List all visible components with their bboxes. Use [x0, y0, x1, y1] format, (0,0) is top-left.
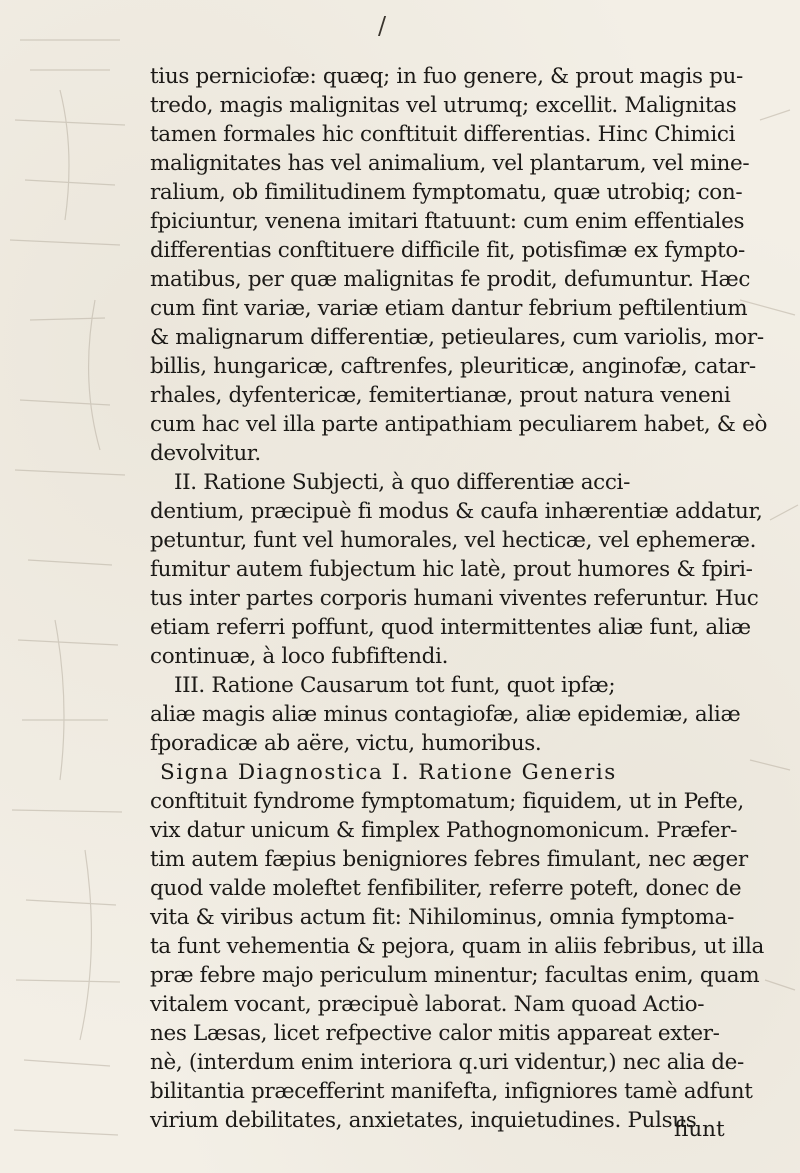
text-line: tredo, magis malignitas vel utrumq; excellit. Malignitas: [150, 93, 737, 118]
section-heading-signa-diagnostica: Signa Diagnostica I. Ratione Generis: [160, 760, 617, 785]
text-line: ta funt vehementia & pejora, quam in aliis febribus, ut illa: [150, 934, 765, 959]
catchword: fiunt: [674, 1117, 725, 1142]
text-line: vitalem vocant, præcipuè laborat. Nam quoad Actio-: [150, 992, 705, 1017]
text-line: rhales, dyfentericæ, femitertianæ, prout natura veneni: [150, 383, 731, 408]
text-line: matibus, per quæ malignitas fe prodit, defumuntur. Hæc: [150, 267, 751, 292]
text-line: fporadicæ ab aëre, victu, humoribus.: [150, 731, 542, 756]
text-line: nes Læsas, licet refpective calor mitis appareat exter-: [150, 1021, 720, 1046]
text-line: cum hac vel illa parte antipathiam peculiarem habet, & eò: [150, 412, 768, 437]
page-mark: /: [378, 12, 387, 40]
text-line: aliæ magis aliæ minus contagiofæ, aliæ epidemiæ, aliæ: [150, 702, 741, 727]
text-line: quod valde moleftet fenfibiliter, referre poteft, donec de: [150, 876, 742, 901]
text-line: tius perniciofæ: quæq; in fuo genere, & prout magis pu-: [150, 64, 743, 89]
text-line: etiam referri poffunt, quod intermittentes aliæ funt, aliæ: [150, 615, 751, 640]
text-line: dentium, præcipuè fi modus & caufa inhærentiæ addatur,: [150, 499, 763, 524]
text-line: virium debilitates, anxietates, inquietudines. Pulsus: [150, 1108, 697, 1133]
text-line: tus inter partes corporis humani viventes referuntur. Huc: [150, 586, 759, 611]
text-line: nè, (interdum enim interiora q.uri videntur,) nec alia de-: [150, 1050, 744, 1075]
text-line: malignitates has vel animalium, vel plantarum, vel mine-: [150, 151, 750, 176]
text-line: vita & viribus actum fit: Nihilominus, omnia fymptoma-: [150, 905, 735, 930]
section-heading-causarum: III. Ratione Causarum tot funt, quot ipfæ;: [174, 673, 616, 698]
text-line: ralium, ob fimilitudinem fymptomatu, quæ utrobiq; con-: [150, 180, 743, 205]
text-line: differentias conftituere difficile fit, potisfimæ ex fympto-: [150, 238, 745, 263]
text-line: billis, hungaricæ, caftrenfes, pleuriticæ, anginofæ, catar-: [150, 354, 756, 379]
text-line: fpiciuntur, venena imitari ftatuunt: cum enim effentiales: [150, 209, 745, 234]
text-line: fumitur autem fubjectum hic latè, prout humores & fpiri-: [150, 557, 753, 582]
text-line: cum fint variæ, variæ etiam dantur febrium peftilentium: [150, 296, 748, 321]
text-line: conftituit fyndrome fymptomatum; fiquidem, ut in Pefte,: [150, 789, 744, 814]
text-line: petuntur, funt vel humorales, vel hecticæ, vel ephemeræ.: [150, 528, 757, 553]
text-line: devolvitur.: [150, 441, 261, 466]
text-line: tamen formales hic conftituit differentias. Hinc Chimici: [150, 122, 736, 147]
section-heading-subjecti: II. Ratione Subjecti, à quo differentiæ acci-: [174, 470, 630, 495]
text-line: & malignarum differentiæ, petieulares, cum variolis, mor-: [150, 325, 764, 350]
text-line: præ febre majo periculum minentur; facultas enim, quam: [150, 963, 760, 988]
text-line: continuæ, à loco fubfiftendi.: [150, 644, 449, 669]
page-text-block: [150, 62, 790, 1135]
text-line: bilitantia præcefferint manifefta, infigniores tamè adfunt: [150, 1079, 753, 1104]
text-line: vix datur unicum & fimplex Pathognomonicum. Præfer-: [150, 818, 737, 843]
text-line: tim autem fæpius benigniores febres fimulant, nec æger: [150, 847, 748, 872]
